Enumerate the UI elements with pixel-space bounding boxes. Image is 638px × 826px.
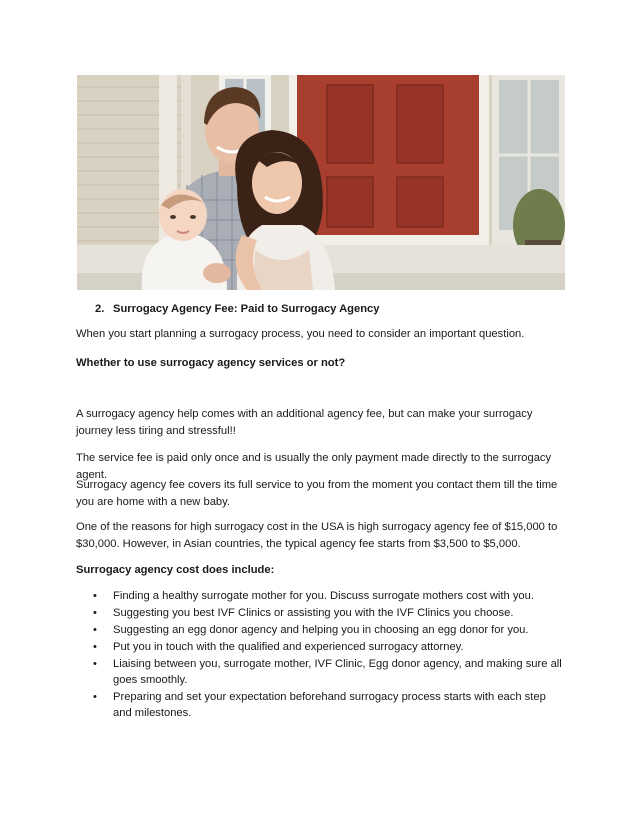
paragraph-service-fee: The service fee is paid only once and is usually the only payment made directly to the surrogacy agent.	[76, 452, 552, 481]
list-item	[76, 639, 566, 655]
family-photo-illustration	[77, 75, 565, 290]
list-item	[76, 588, 566, 604]
section-heading	[95, 303, 380, 315]
paragraph-full-service: Surrogacy agency fee covers its full service to you from the moment you contact them till the time you are home with a new baby.	[76, 479, 558, 508]
list-item	[76, 605, 566, 621]
cost-includes-list	[76, 588, 566, 722]
bullet-icon: •	[93, 691, 97, 703]
list-item-text: Suggesting you best IVF Clinics or assisting you with the IVF Clinics you choose.	[113, 607, 514, 619]
bullet-icon: •	[93, 641, 97, 653]
list-item	[76, 689, 566, 721]
list-item-text: Suggesting an egg donor agency and helping you in choosing an egg donor for you.	[113, 624, 529, 636]
heading-text: Surrogacy Agency Fee: Paid to Surrogacy Agency	[113, 303, 380, 315]
list-item	[76, 622, 566, 638]
list-item-text: Put you in touch with the qualified and experienced surrogacy attorney.	[113, 641, 464, 653]
list-item-text: Liaising between you, surrogate mother, IVF Clinic, Egg donor agency, and making sure all goes smoothly.	[113, 658, 562, 686]
bullet-icon: •	[93, 624, 97, 636]
list-item-text: Finding a healthy surrogate mother for you. Discuss surrogate mothers cost with you.	[113, 590, 534, 602]
bullet-icon: •	[93, 658, 97, 670]
family-photo	[77, 75, 565, 290]
heading-number: 2.	[95, 303, 105, 315]
paragraph-agency-help: A surrogacy agency help comes with an additional agency fee, but can make your surrogacy journey less tiring and stressful!!	[76, 408, 533, 437]
list-item	[76, 656, 566, 688]
paragraph-question: Whether to use surrogacy agency services or not?	[76, 357, 346, 369]
bullet-icon: •	[93, 607, 97, 619]
paragraph-intro: When you start planning a surrogacy process, you need to consider an important question.	[76, 328, 525, 340]
bullet-icon: •	[93, 590, 97, 602]
paragraph-cost-includes: Surrogacy agency cost does include:	[76, 564, 275, 576]
list-item-text: Preparing and set your expectation beforehand surrogacy process starts with each step and milestones.	[113, 691, 546, 719]
paragraph-cost-reasons: One of the reasons for high surrogacy cost in the USA is high surrogacy agency fee of $15,000 to $30,000. However, in Asian countries, the typical agency fee starts from $3,500 to $5,000.	[76, 521, 558, 550]
